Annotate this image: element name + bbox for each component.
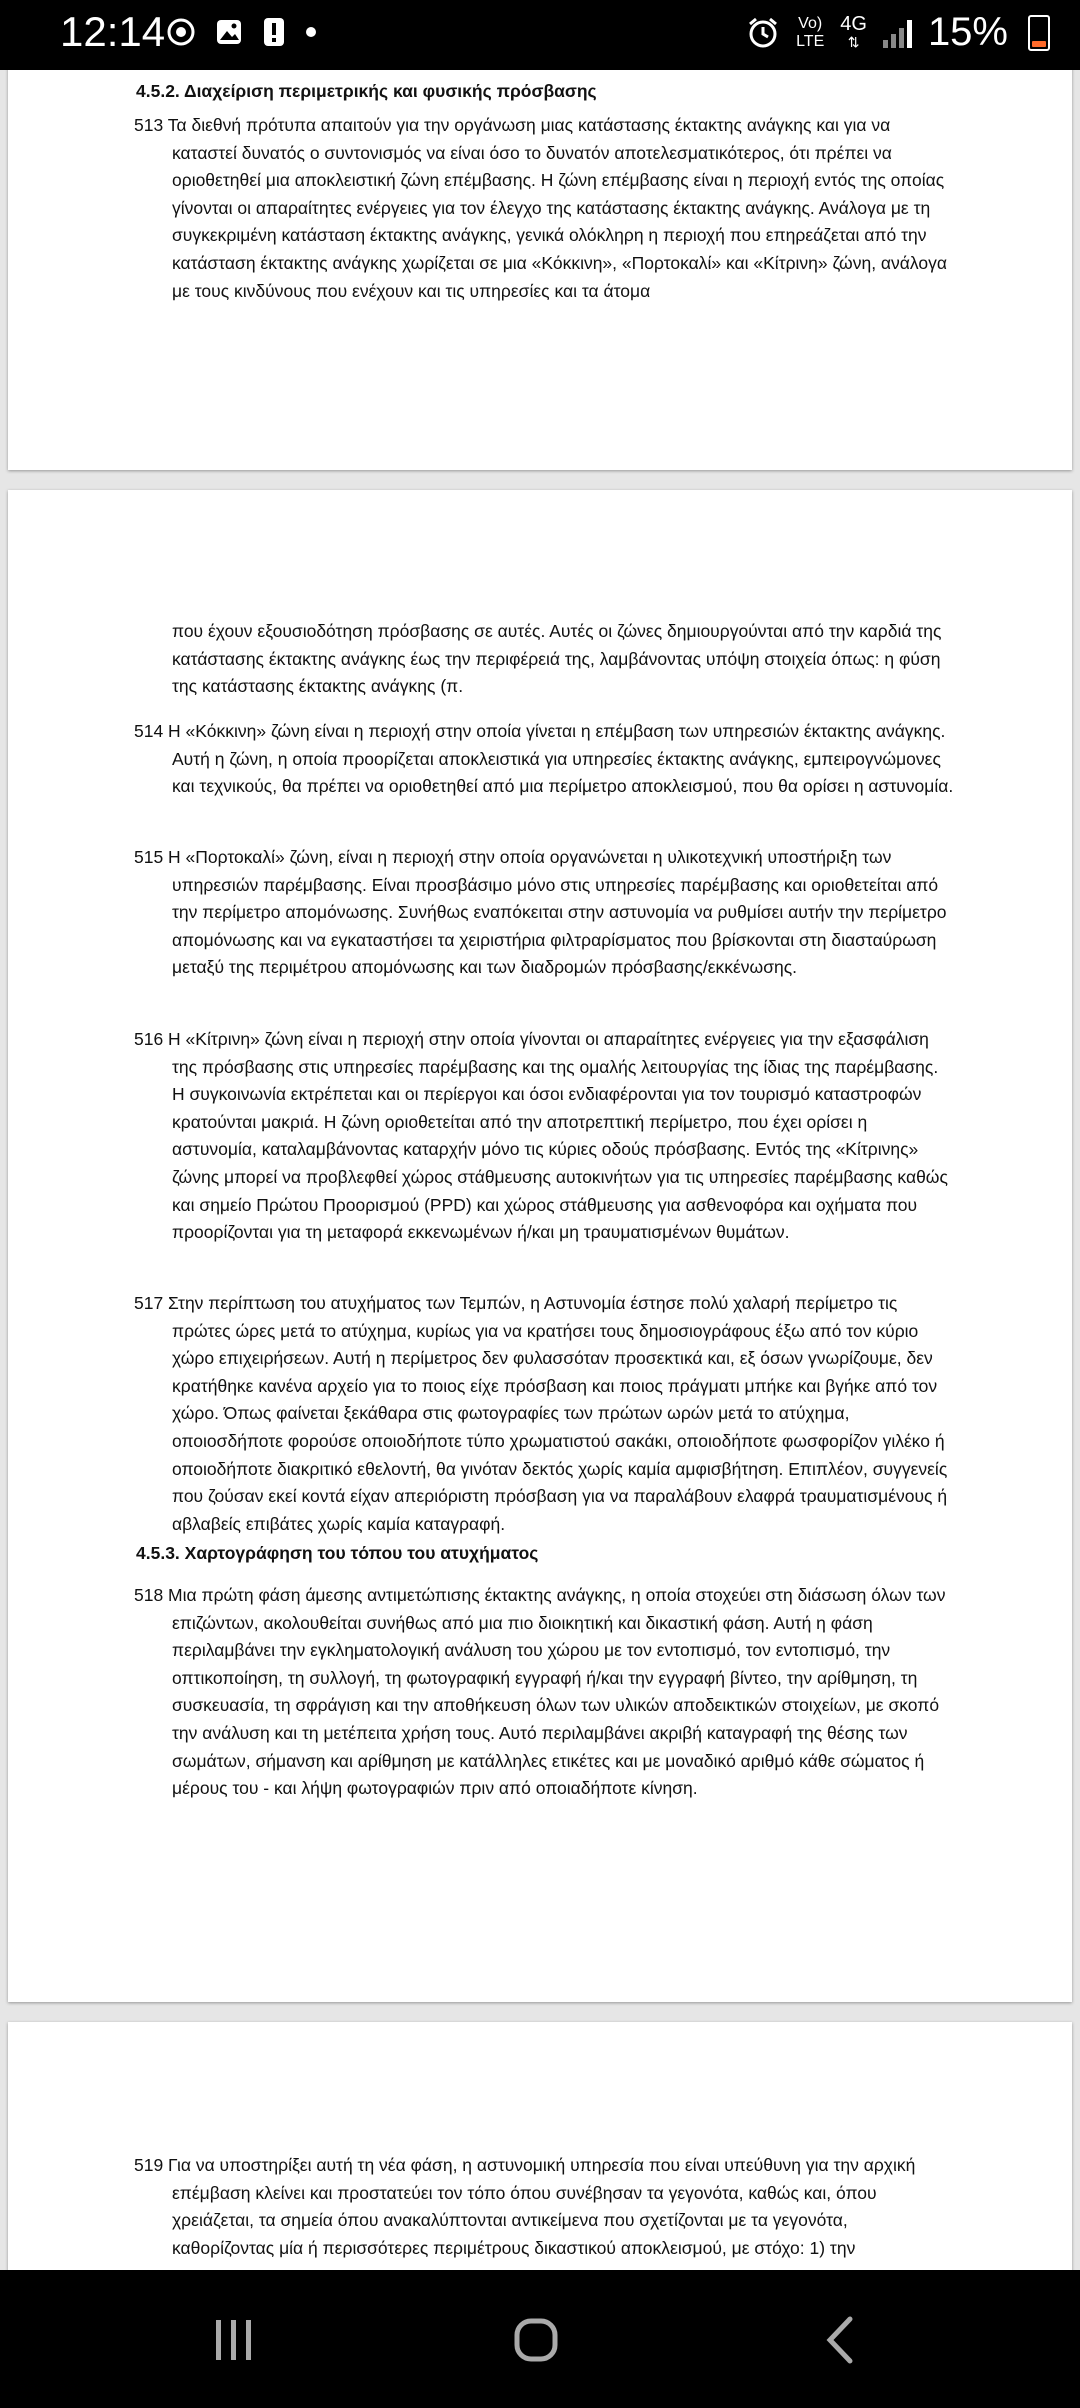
- signal-icon: [883, 18, 912, 48]
- paragraph-515: [134, 844, 954, 982]
- lte-label: LTE: [796, 32, 825, 50]
- back-icon: [822, 2315, 858, 2365]
- section-heading: 4.5.2. Διαχείριση περιμετρικής και φυσικής πρόσβασης: [136, 81, 597, 101]
- paragraph-513-continued: που έχουν εξουσιοδότηση πρόσβασης σε αυτές. Αυτές οι ζώνες δημιουργούνται από την καρδιά της κατάστασης έκτακτης ανάγκης έως την περιφέρειά της, λαμβάνοντας υπόψη στοιχεία όπως: η φύση της κατάστασης έκτακτης ανάγκης (π.: [172, 621, 942, 697]
- dot-icon: [304, 25, 318, 39]
- alert-icon: [262, 16, 286, 48]
- paragraph-514: [134, 718, 954, 801]
- paragraph-518: [134, 1582, 954, 1803]
- paragraph-text: 515 Η «Πορτοκαλί» ζώνη, είναι η περιοχή στην οποία οργανώνεται η υλικοτεχνική υποστήριξη των υπηρεσιών παρέμβασης. Είναι προσβάσιμο μόνο στις υπηρεσίες παρέμβασης και οριοθετείται από την περίμετρο απομόνωσης. Συνήθως εναπόκειται στην αστυνομία να ρυθμίσει αυτήν την περίμετρο απομόνωσης και να εγκαταστήσει τα χειριστήρια φιλτραρίσματος που βρίσκονται στη διασταύρωση μεταξύ της περιμέτρου απομόνωσης και των διαδρομών πρόσβασης/εκκένωσης.: [134, 847, 947, 978]
- paragraph-text: 513 Τα διεθνή πρότυπα απαιτούν για την οργάνωση μιας κατάστασης έκτακτης ανάγκης και για να καταστεί δυνατός ο συντονισμός να είναι όσο το δυνατόν αποτελεσματικότερος, ότι πρέπει να οριοθετηθεί μια αποκλειστική ζώνη επέμβασης. Η ζώνη επέμβασης είναι η περιοχή εντός της οποίας γίνονται οι απαραίτητες ενέργειες για τον έλεγχο της κατάστασης έκτακτης ανάγκης. Ανάλογα με τη συγκεκριμένη κατάσταση έκτακτης ανάγκης, γενικά ολόκληρη η περιοχή που επηρεάζεται από την κατάσταση έκτακτης ανάγκης χωρίζεται σε μια «Κόκκινη», «Πορτοκαλί» και «Κίτρινη» ζώνη, ανάλογα με τους κινδύνους που ενέχουν και τις υπηρεσίες και τα άτομα: [134, 115, 947, 301]
- system-icons: [746, 10, 1050, 55]
- network-type-label: 4G: [840, 12, 867, 35]
- paragraph-516: [134, 1026, 954, 1247]
- section-heading: 4.5.3. Χαρτογράφηση του τόπου του ατυχήματος: [136, 1543, 539, 1563]
- battery-icon: [1028, 15, 1050, 51]
- data-arrows-icon: ⇅: [847, 33, 860, 50]
- alarm-icon: [746, 16, 780, 50]
- gallery-icon: [214, 17, 244, 47]
- recents-icon: [212, 2318, 256, 2362]
- paragraph-517: [134, 1290, 954, 1538]
- battery-percent: 15%: [927, 10, 1008, 54]
- network-label: [796, 15, 824, 51]
- notification-icons: [166, 16, 318, 48]
- document-page: [8, 490, 1072, 2002]
- paragraph-text: 518 Μια πρώτη φάση άμεσης αντιμετώπισης έκτακτης ανάγκης, η οποία στοχεύει στη διάσωση όλων των επιζώντων, ακολουθείται συνήθως από μια πιο διοικητική και δικαστική φάση. Αυτή η φάση περιλαμβάνει την εγκληματολογική ανάλυση του χώρου με τον εντοπισμό, τον εντοπισμό, την οπτικοποίηση, τη συλλογή, τη φωτογραφική εγγραφή ή/και την εγγραφή βίντεο, την αρίθμηση, τη συσκευασία, τη σφράγιση και την αποθήκευση όλων των υλικών αποδεικτικών στοιχείων, με σκοπό την ανάλυση και τη μετέπειτα χρήση τους. Αυτό περιλαμβάνει ακριβή καταγραφή της θέσης των σωμάτων, σήμανση και αρίθμηση με κατάλληλες ετικέτες και με μοναδικό αριθμό κάθε σώματος ή μέρους του - και λήψη φωτογραφιών πριν από οποιαδήποτε κίνηση.: [134, 1585, 946, 1799]
- chrome-icon: [166, 17, 196, 47]
- paragraph-text: 516 Η «Κίτρινη» ζώνη είναι η περιοχή στην οποία γίνονται οι απαραίτητες ενέργειες για την εξασφάλιση της πρόσβασης στις υπηρεσίες παρέμβασης και της ομαλής λειτουργίας της ίδιας της παρέμβασης. Η συγκοινωνία εκτρέπεται και οι περίεργοι και όσοι ενδιαφέρονται για τον τουρισμό καταστροφών κρατούνται μακριά. Η ζώνη οριοθετείται από την αποτρεπτική περίμετρο, που έχει ορίσει η αστυνομία, καταλαμβάνοντας καταρχήν μόνο τις κύριες οδούς πρόσβασης. Εντός της «Κίτρινης» ζώνης μπορεί να προβλεφθεί χώρος στάθμευσης αυτοκινήτων για τις υπηρεσίες παρέμβασης καθώς και σημείο Πρώτου Προορισμού (PPD) και χώρος στάθμευσης για ασθενοφόρα και οχήματα που προορίζονται για τη μεταφορά εκκενωμένων ή/και μη τραυματισμένων θυμάτων.: [134, 1029, 948, 1243]
- network-type: [840, 12, 867, 51]
- status-time: 12:14: [60, 8, 166, 55]
- volte-label: Vo): [798, 14, 823, 32]
- document-page: [8, 70, 1072, 470]
- paragraph-text: 519 Για να υποστηρίξει αυτή τη νέα φάση, η αστυνομική υπηρεσία που είναι υπεύθυνη για την αρχική επέμβαση κλείνει και προστατεύει τον τόπο όπου συνέβησαν τα γεγονότα, καθώς και, όπου χρειάζεται, τα σημεία όπου ανακαλύπτονται αντικείμενα που σχετίζονται με τα γεγονότα, καθορίζοντας μία ή περισσότερες περιμέτρους δικαστικού αποκλεισμού, με στόχο: 1) την: [134, 2155, 916, 2258]
- home-button[interactable]: [476, 2300, 596, 2380]
- document-viewer[interactable]: [0, 70, 1080, 2270]
- paragraph-513: [134, 112, 954, 305]
- back-button[interactable]: [780, 2300, 900, 2380]
- status-bar: [0, 0, 1080, 70]
- navigation-bar: [0, 2270, 1080, 2408]
- recents-button[interactable]: [174, 2300, 294, 2380]
- paragraph-text: 517 Στην περίπτωση του ατυχήματος των Τεμπών, η Αστυνομία έστησε πολύ χαλαρή περίμετρο τις πρώτες ώρες μετά το ατύχημα, κυρίως για να κρατήσει τους δημοσιογράφους έξω από τον κύριο χώρο επιχειρήσεων. Αυτή η περίμετρος δεν φυλασσόταν προσεκτικά και, εξ όσων γνωρίζουμε, δεν κρατήθηκε κανένα αρχείο για το ποιος είχε πρόσβαση και ποιος πράγματι μπήκε και βγήκε από τον χώρο. Όπως φαίνεται ξεκάθαρα στις φωτογραφίες των πρώτων ωρών μετά το ατύχημα, οποιοσδήποτε φορούσε οποιοδήποτε τύπο χρωματιστού σακάκι, οποιοδήποτε φωσφορίζον γιλέκο ή οποιοδήποτε διακριτικό εθελοντή, θα γινόταν δεκτός χωρίς καμία αμφισβήτηση. Επιπλέον, συγγενείς που ζούσαν εκεί κοντά είχαν απεριόριστη πρόσβαση για να παραλάβουν ελαφρά τραυματισμένους ή αβλαβείς επιβάτες χωρίς καμία καταγραφή.: [134, 1293, 948, 1534]
- home-icon: [512, 2316, 560, 2364]
- paragraph-519: [134, 2152, 954, 2262]
- paragraph-text: 514 Η «Κόκκινη» ζώνη είναι η περιοχή στην οποία γίνεται η επέμβαση των υπηρεσιών έκτακτης ανάγκης. Αυτή η ζώνη, η οποία προορίζεται αποκλειστικά για υπηρεσίες έκτακτης ανάγκης, εμπειρογνώμονες και τεχνικούς, θα πρέπει να οριοθετηθεί από μια περίμετρο αποκλεισμού, που θα ορίσει η αστυνομία.: [134, 721, 954, 797]
- document-page: [8, 2022, 1072, 2270]
